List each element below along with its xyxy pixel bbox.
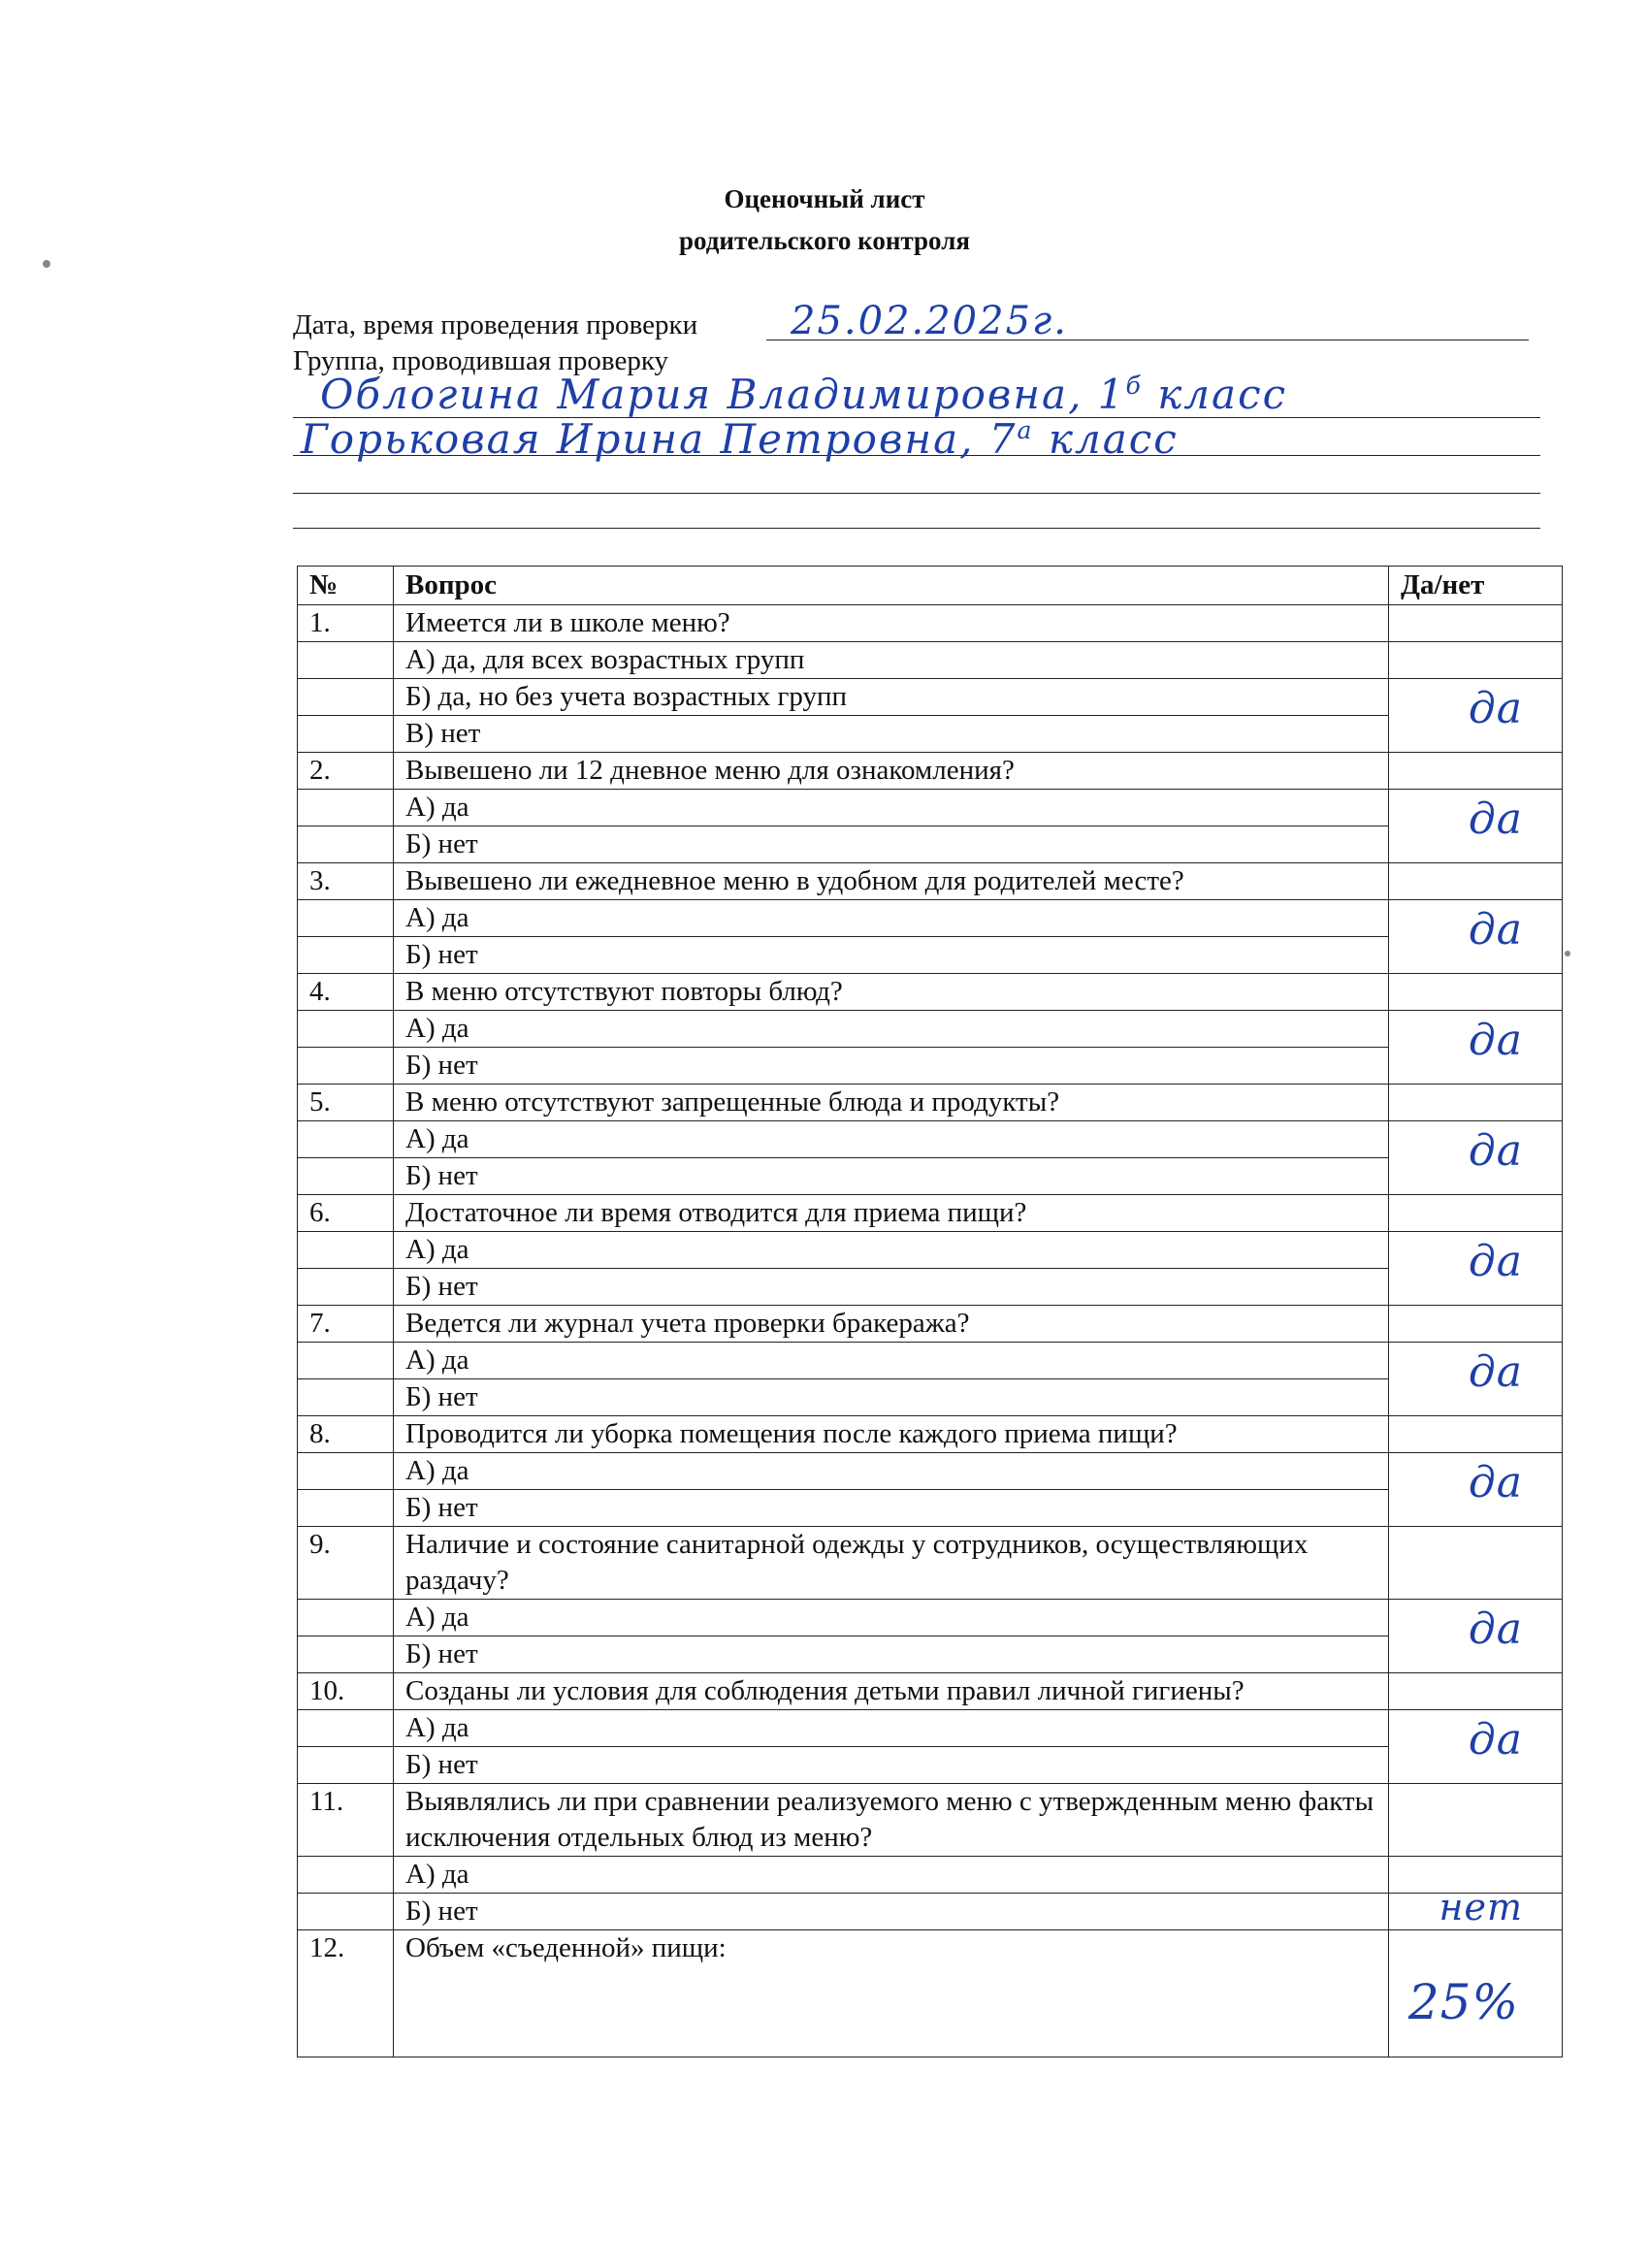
question-number: 12. (298, 1930, 394, 2057)
option-row (298, 642, 1563, 679)
answer-cell (1389, 1011, 1563, 1085)
member-1-class-word: класс (1142, 371, 1288, 418)
question-text: Выявлялись ли при сравнении реализуемого меню с утвержденным меню факты исключения отдельных блюд из меню? (394, 1784, 1389, 1857)
option-text: А) да (394, 900, 1389, 937)
answer-cell (1389, 605, 1563, 642)
option-number-cell (298, 1343, 394, 1379)
date-label: Дата, время проведения проверки (293, 309, 698, 340)
option-number-cell (298, 937, 394, 974)
option-row (298, 900, 1563, 937)
option-row (298, 937, 1563, 974)
option-row (298, 1343, 1563, 1379)
answer-cell (1389, 1527, 1563, 1600)
answer-cell (1389, 790, 1563, 863)
option-row (298, 1490, 1563, 1527)
option-row (298, 1453, 1563, 1490)
group-member-2 (301, 415, 1179, 463)
option-text: Б) нет (394, 1747, 1389, 1784)
option-number-cell (298, 642, 394, 679)
page-title-line1: Оценочный лист (724, 184, 925, 213)
option-text: Б) нет (394, 1894, 1389, 1930)
question-text: Достаточное ли время отводится для приема пищи? (394, 1195, 1389, 1232)
group-line-4 (293, 528, 1540, 529)
answer-cell (1389, 900, 1563, 974)
question-row (298, 1416, 1563, 1453)
option-text: А) да (394, 1343, 1389, 1379)
option-text: А) да (394, 790, 1389, 826)
handwritten-answer: да (1468, 1604, 1523, 1654)
question-text: Ведется ли журнал учета проверки бракеража? (394, 1306, 1389, 1343)
question-number: 10. (298, 1673, 394, 1710)
option-number-cell (298, 1747, 394, 1784)
option-row (298, 1747, 1563, 1784)
question-number: 5. (298, 1085, 394, 1121)
question-row (298, 1673, 1563, 1710)
question-number: 8. (298, 1416, 394, 1453)
option-number-cell (298, 1269, 394, 1306)
answer-cell (1389, 1306, 1563, 1343)
option-row (298, 1158, 1563, 1195)
handwritten-answer: да (1468, 684, 1523, 733)
option-row (298, 716, 1563, 753)
question-text: Проводится ли уборка помещения после каждого приема пищи? (394, 1416, 1389, 1453)
option-text: А) да (394, 1232, 1389, 1269)
question-row (298, 1527, 1563, 1600)
option-text: Б) нет (394, 937, 1389, 974)
answer-cell (1389, 1930, 1563, 2057)
handwritten-answer: да (1468, 1016, 1523, 1065)
answer-cell (1389, 974, 1563, 1011)
question-text: Имеется ли в школе меню? (394, 605, 1389, 642)
question-row (298, 1306, 1563, 1343)
question-row (298, 1930, 1563, 2057)
answer-cell (1389, 1232, 1563, 1306)
table-header-row (298, 567, 1563, 605)
option-text: Б) нет (394, 1636, 1389, 1673)
handwritten-answer: да (1468, 1237, 1523, 1286)
option-row (298, 1011, 1563, 1048)
option-number-cell (298, 900, 394, 937)
scan-speck (1565, 951, 1570, 956)
option-row (298, 1857, 1563, 1894)
handwritten-answer: нет (1439, 1886, 1523, 1928)
handwritten-answer: да (1468, 1347, 1523, 1397)
question-number: 11. (298, 1784, 394, 1857)
option-number-cell (298, 1636, 394, 1673)
scan-speck (43, 260, 50, 268)
option-number-cell (298, 1048, 394, 1085)
group-member-1 (320, 371, 1287, 418)
option-number-cell (298, 1894, 394, 1930)
option-number-cell (298, 1379, 394, 1416)
option-text: А) да (394, 1600, 1389, 1636)
question-text: Вывешено ли 12 дневное меню для ознакомления? (394, 753, 1389, 790)
answer-cell (1389, 1784, 1563, 1857)
option-text: Б) нет (394, 1269, 1389, 1306)
option-number-cell (298, 1600, 394, 1636)
question-row (298, 974, 1563, 1011)
option-text: Б) нет (394, 1490, 1389, 1527)
member-1-class-letter: б (1125, 372, 1143, 400)
question-number: 7. (298, 1306, 394, 1343)
question-number: 1. (298, 605, 394, 642)
option-row (298, 1269, 1563, 1306)
answer-cell (1389, 753, 1563, 790)
option-number-cell (298, 790, 394, 826)
question-row (298, 605, 1563, 642)
question-text: Объем «съеденной» пищи: (394, 1930, 1389, 2057)
option-row (298, 1232, 1563, 1269)
question-text: Созданы ли условия для соблюдения детьми правил личной гигиены? (394, 1673, 1389, 1710)
question-row (298, 863, 1563, 900)
option-text: В) нет (394, 716, 1389, 753)
member-2-class-letter: а (1017, 416, 1034, 444)
answer-cell (1389, 1600, 1563, 1673)
question-number: 2. (298, 753, 394, 790)
question-row (298, 1195, 1563, 1232)
handwritten-answer: да (1468, 905, 1523, 955)
group-label: Группа, проводившая проверку (293, 345, 668, 376)
question-number: 9. (298, 1527, 394, 1600)
option-text: Б) нет (394, 1158, 1389, 1195)
option-row (298, 1600, 1563, 1636)
answer-cell (1389, 1343, 1563, 1416)
member-2-class-word: класс (1033, 415, 1179, 463)
option-row (298, 679, 1563, 716)
question-text: В меню отсутствуют повторы блюд? (394, 974, 1389, 1011)
answer-cell (1389, 863, 1563, 900)
checklist-table (297, 566, 1563, 2057)
question-text: Вывешено ли ежедневное меню в удобном для родителей месте? (394, 863, 1389, 900)
member-1-name: Облогина Мария Владимировна, 1 (320, 371, 1126, 418)
question-row (298, 1085, 1563, 1121)
question-number: 6. (298, 1195, 394, 1232)
question-row (298, 1784, 1563, 1857)
option-text: А) да (394, 1121, 1389, 1158)
header-answer: Да/нет (1389, 567, 1563, 605)
answer-cell (1389, 1886, 1563, 1930)
option-row (298, 1710, 1563, 1747)
member-2-name: Горьковая Ирина Петровна, 7 (301, 415, 1018, 463)
option-text: Б) нет (394, 826, 1389, 863)
answer-cell (1389, 679, 1563, 753)
question-text: В меню отсутствуют запрещенные блюда и продукты? (394, 1085, 1389, 1121)
option-number-cell (298, 1232, 394, 1269)
option-text: А) да (394, 1710, 1389, 1747)
option-number-cell (298, 1121, 394, 1158)
answer-cell (1389, 1121, 1563, 1195)
answer-cell (1389, 1673, 1563, 1710)
question-text: Наличие и состояние санитарной одежды у сотрудников, осуществляющих раздачу? (394, 1527, 1389, 1600)
option-number-cell (298, 1453, 394, 1490)
option-text: Б) нет (394, 1379, 1389, 1416)
date-value: 25.02.2025г. (791, 299, 1068, 343)
option-row (298, 1048, 1563, 1085)
option-number-cell (298, 1011, 394, 1048)
question-number: 3. (298, 863, 394, 900)
page-title-line2: родительского контроля (679, 226, 970, 255)
answer-cell (1389, 1195, 1563, 1232)
header-question: Вопрос (394, 567, 1389, 605)
handwritten-answer: да (1468, 1715, 1523, 1765)
option-number-cell (298, 1710, 394, 1747)
header-number: № (298, 567, 394, 605)
option-text: А) да, для всех возрастных групп (394, 642, 1389, 679)
answer-cell (1389, 1453, 1563, 1527)
option-row (298, 1894, 1563, 1930)
option-row (298, 826, 1563, 863)
option-number-cell (298, 826, 394, 863)
option-row (298, 1636, 1563, 1673)
answer-cell (1389, 1710, 1563, 1784)
handwritten-answer: да (1468, 794, 1523, 844)
option-row (298, 1121, 1563, 1158)
option-text: Б) нет (394, 1048, 1389, 1085)
option-number-cell (298, 679, 394, 716)
handwritten-answer: 25% (1407, 1974, 1519, 2030)
option-number-cell (298, 1857, 394, 1894)
option-row (298, 1379, 1563, 1416)
handwritten-answer: да (1468, 1126, 1523, 1176)
group-line-3 (293, 493, 1540, 494)
option-row (298, 790, 1563, 826)
handwritten-answer: да (1468, 1458, 1523, 1507)
option-number-cell (298, 716, 394, 753)
answer-cell (1389, 642, 1563, 679)
answer-cell (1389, 1416, 1563, 1453)
option-text: А) да (394, 1011, 1389, 1048)
question-number: 4. (298, 974, 394, 1011)
option-number-cell (298, 1490, 394, 1527)
option-text: А) да (394, 1453, 1389, 1490)
answer-cell (1389, 1085, 1563, 1121)
question-row (298, 753, 1563, 790)
option-text: А) да (394, 1857, 1389, 1894)
option-text: Б) да, но без учета возрастных групп (394, 679, 1389, 716)
option-number-cell (298, 1158, 394, 1195)
